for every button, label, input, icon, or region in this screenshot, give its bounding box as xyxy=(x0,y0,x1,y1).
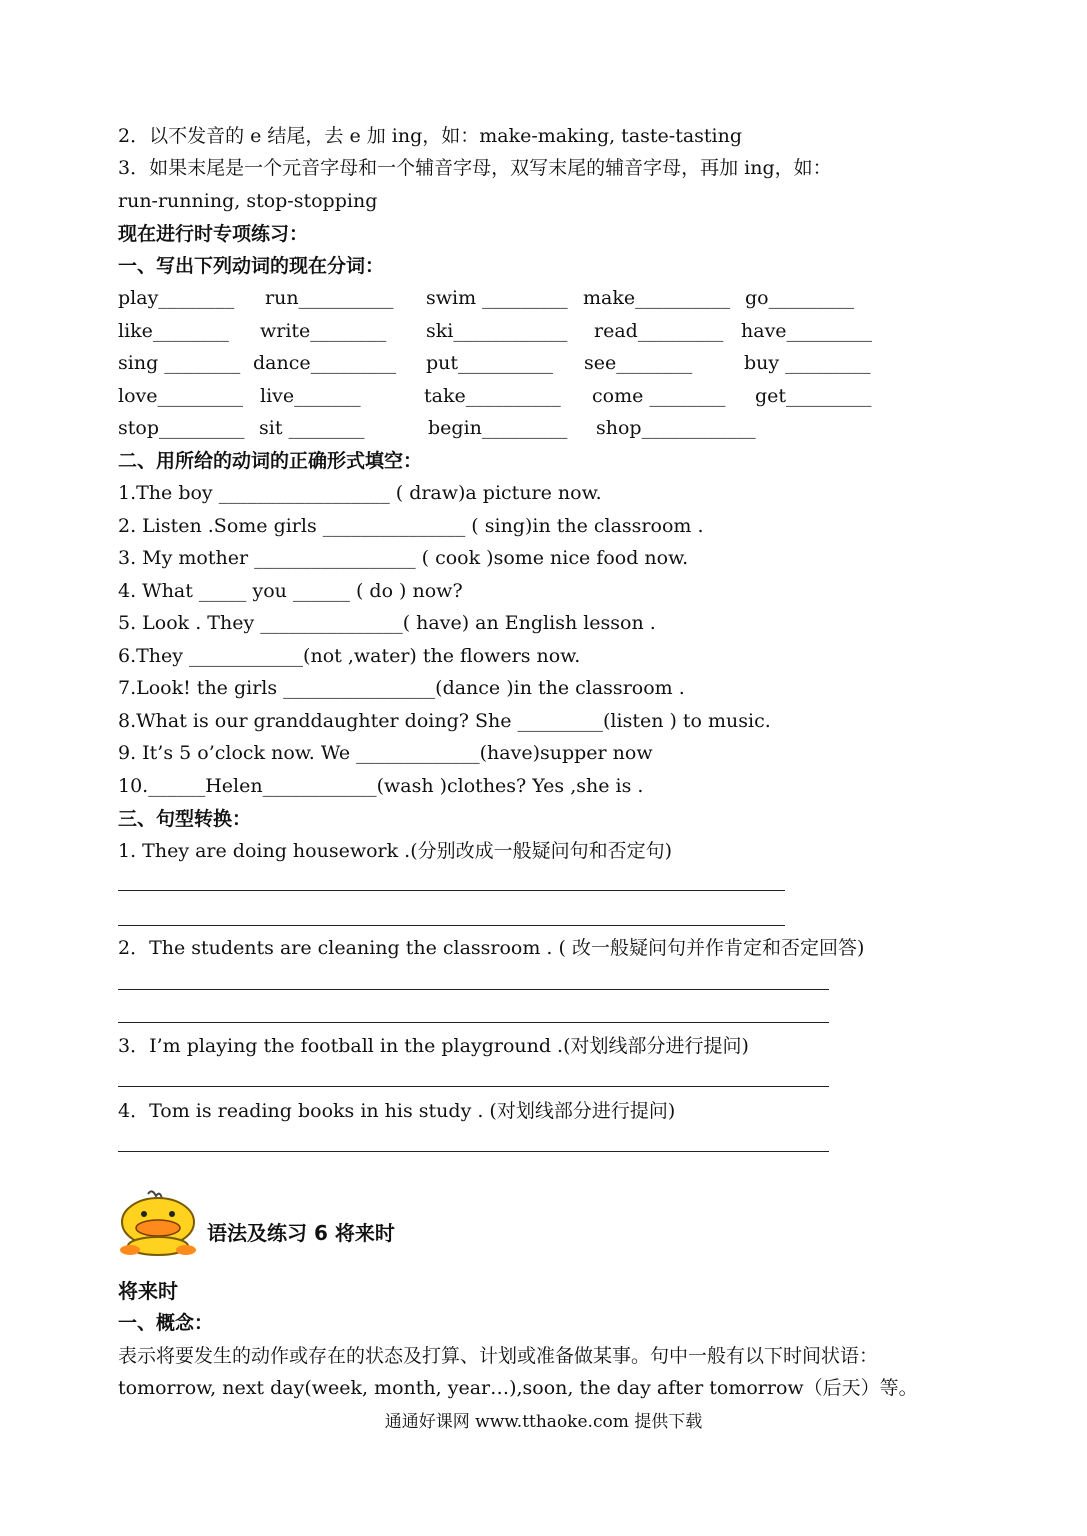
verb-cell: sing ________ xyxy=(118,352,241,374)
concept-text-examples: tomorrow, next day(week, month, year…),soon, the day after tomorrow（后天）等。 xyxy=(118,1377,918,1399)
verb-cell: dance_________ xyxy=(253,352,397,374)
exercise-item: 9. It’s 5 o’clock now. We _____________(have)supper now xyxy=(118,742,653,764)
verb-cell: swim _________ xyxy=(426,287,568,309)
transform-item: 2．The students are cleaning the classroom . ( 改一般疑问句并作肯定和否定回答) xyxy=(118,937,865,959)
answer-line xyxy=(118,1022,829,1023)
practice-title: 现在进行时专项练习： xyxy=(118,223,309,245)
answer-line xyxy=(118,890,785,891)
verb-cell: read_________ xyxy=(594,320,724,342)
verb-cell: shop____________ xyxy=(596,417,756,439)
concept-title: 一、概念： xyxy=(118,1312,214,1334)
transform-item: 4．Tom is reading books in his study . (对划线部分进行提问) xyxy=(118,1100,676,1122)
transform-item: 3．I’m playing the football in the playground .(对划线部分进行提问) xyxy=(118,1035,749,1057)
exercise-item: 1.The boy __________________ ( draw)a picture now. xyxy=(118,482,602,504)
verb-cell: run__________ xyxy=(265,287,394,309)
section-2-title: 二、用所给的动词的正确形式填空： xyxy=(118,450,423,472)
verb-cell: ski____________ xyxy=(426,320,568,342)
answer-line xyxy=(118,1151,829,1152)
verb-cell: take__________ xyxy=(424,385,561,407)
verb-cell: come ________ xyxy=(592,385,726,407)
section-1-title: 一、写出下列动词的现在分词： xyxy=(118,255,385,277)
verb-cell: begin_________ xyxy=(428,417,568,439)
verb-cell: buy _________ xyxy=(744,352,871,374)
verb-cell: play________ xyxy=(118,287,235,309)
rule-2-text: 2．以不发音的 e 结尾，去 e 加 ing，如：make-making, taste-tasting xyxy=(118,125,743,147)
verb-cell: make__________ xyxy=(583,287,731,309)
exercise-item: 2. Listen .Some girls _______________ ( sing)in the classroom . xyxy=(118,515,704,537)
exercise-item: 8.What is our granddaughter doing? She _________(listen ) to music. xyxy=(118,710,771,732)
verb-cell: live_______ xyxy=(260,385,361,407)
transform-item: 1. They are doing housework .(分别改成一般疑问句和否定句) xyxy=(118,840,673,862)
concept-text: 表示将要发生的动作或存在的状态及打算、计划或准备做某事。句中一般有以下时间状语： xyxy=(118,1345,879,1367)
verb-cell: write________ xyxy=(260,320,387,342)
answer-line xyxy=(118,989,829,990)
exercise-item: 4. What _____ you ______ ( do ) now? xyxy=(118,580,463,602)
verb-cell: get_________ xyxy=(755,385,872,407)
section-3-title: 三、句型转换： xyxy=(118,808,252,830)
verb-cell: like________ xyxy=(118,320,229,342)
rule-3-examples: run-running, stop-stopping xyxy=(118,190,378,212)
duck-icon xyxy=(118,1188,204,1258)
verb-cell: put__________ xyxy=(426,352,554,374)
exercise-item: 7.Look! the girls ________________(dance )in the classroom . xyxy=(118,677,685,699)
rule-3-text: 3．如果末尾是一个元音字母和一个辅音字母，双写末尾的辅音字母，再加 ing，如： xyxy=(118,157,832,179)
verb-cell: stop_________ xyxy=(118,417,245,439)
future-tense-heading: 将来时 xyxy=(118,1279,178,1303)
section-banner-title: 语法及练习 6 将来时 xyxy=(207,1221,395,1245)
verb-cell: sit ________ xyxy=(259,417,365,439)
exercise-item: 10.______Helen____________(wash )clothes? Yes ,she is . xyxy=(118,775,644,797)
verb-cell: go_________ xyxy=(745,287,855,309)
answer-line xyxy=(118,925,785,926)
verb-cell: see________ xyxy=(584,352,693,374)
exercise-item: 6.They ____________(not ,water) the flowers now. xyxy=(118,645,581,667)
verb-cell: have_________ xyxy=(741,320,873,342)
exercise-item: 3. My mother _________________ ( cook )some nice food now. xyxy=(118,547,689,569)
answer-line xyxy=(118,1086,829,1087)
exercise-item: 5. Look . They _______________( have) an English lesson . xyxy=(118,612,656,634)
verb-cell: love_________ xyxy=(118,385,243,407)
page-footer: 通通好课网 www.tthaoke.com 提供下载 xyxy=(384,1412,703,1432)
